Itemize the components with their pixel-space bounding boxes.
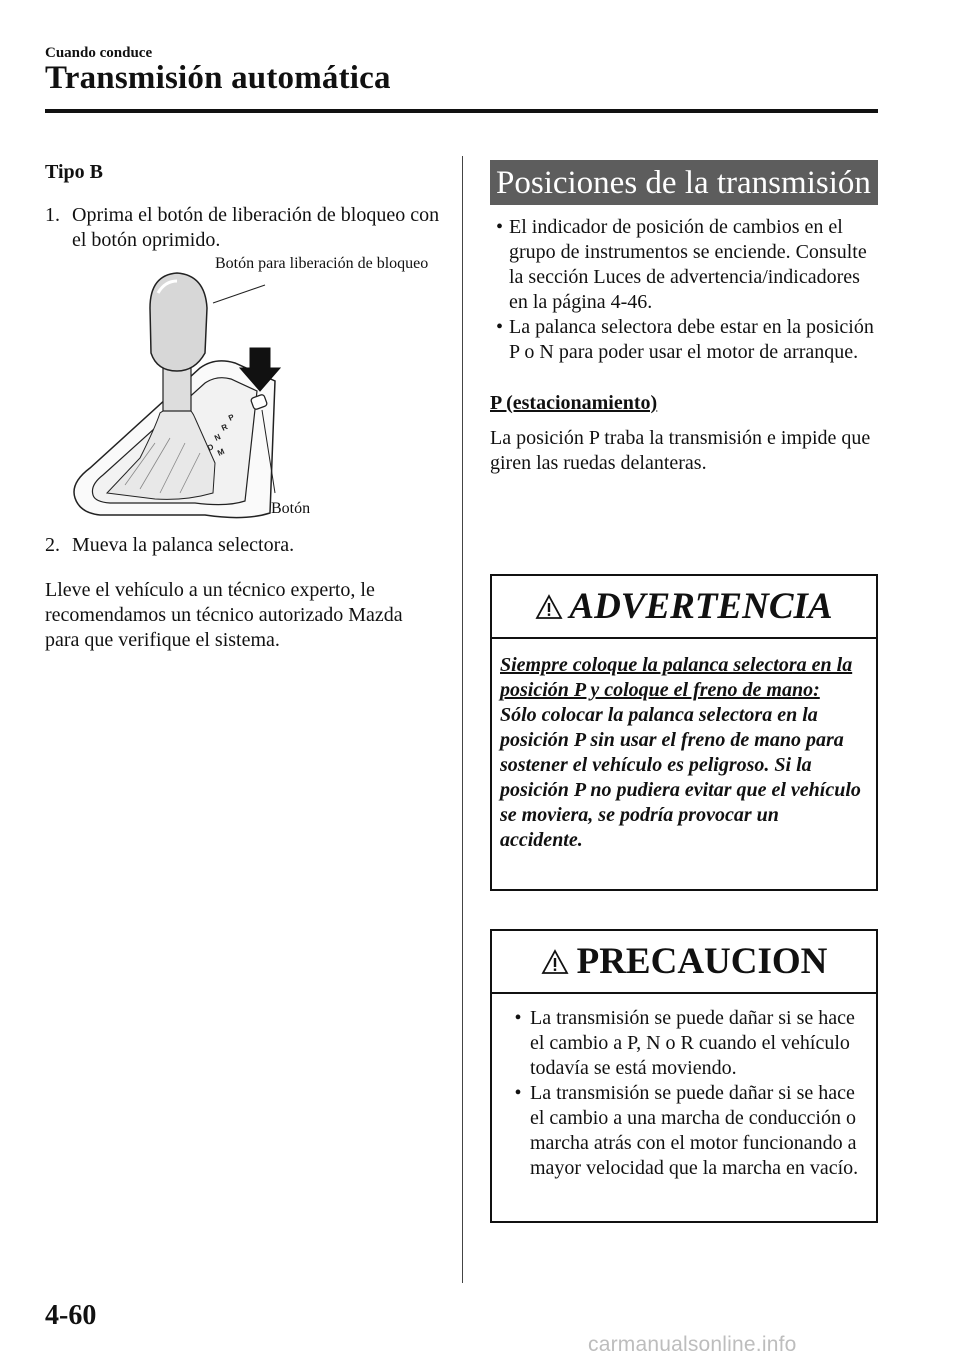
column-divider <box>462 156 463 1283</box>
warning-header <box>492 576 876 639</box>
release-button-label: Botón para liberación de bloqueo <box>215 255 429 272</box>
shift-lever-illustration <box>45 253 440 533</box>
caution-list <box>492 994 876 1181</box>
warning-lead: Siempre coloque la palanca selectora en la posición P y coloque el freno de mano: <box>500 654 853 701</box>
subheading-tipo-b: Tipo B <box>45 161 103 183</box>
left-column <box>45 160 440 653</box>
list-item <box>490 215 878 315</box>
lever-knob <box>150 273 207 371</box>
bullet-text: El indicador de posición de cambios en el grupo de instrumentos se enciende. Consulte la sección Luces de advertencia/indicadores en la página 4-46. <box>509 216 867 313</box>
gear-letter-n: N <box>213 432 223 443</box>
bullet-dot: • <box>495 216 503 238</box>
step-2 <box>45 533 440 558</box>
step-text: Oprima el botón de liberación de bloqueo con el botón oprimido. <box>72 204 440 251</box>
gear-letter-p: P <box>227 412 236 423</box>
caution-title: PRECAUCION <box>576 941 828 982</box>
list-item <box>506 1006 866 1081</box>
caution-box <box>490 929 878 1223</box>
info-bullets <box>490 215 878 365</box>
warning-text: Sólo colocar la palanca selectora en la posición P sin usar el freno de mano para sostener el vehículo es peligroso. Si la posición P no pudiera evitar que el vehículo se moviera, se podría provocar un accidente. <box>500 704 861 851</box>
header-rule <box>45 109 878 113</box>
caution-triangle-icon <box>541 949 569 975</box>
section-banner: Posiciones de la transmisión <box>490 160 878 205</box>
step-number: 1. <box>45 204 60 226</box>
park-heading: P (estacionamiento) <box>490 392 658 414</box>
shift-lever-figure <box>45 253 440 533</box>
warning-title: ADVERTENCIA <box>569 586 833 627</box>
page-number: 4-60 <box>45 1300 97 1331</box>
caution-text: La transmisión se puede dañar si se hace el cambio a P, N o R cuando el vehículo todavía se está moviendo. <box>530 1007 855 1079</box>
watermark: carmanualsonline.info <box>588 1333 797 1356</box>
list-item <box>506 1081 866 1181</box>
bullet-dot: • <box>495 316 503 338</box>
bullet-text: La palanca selectora debe estar en la posición P o N para poder usar el motor de arranque. <box>509 316 874 363</box>
step-text: Mueva la palanca selectora. <box>72 534 295 556</box>
caution-header <box>492 931 876 994</box>
step-number: 2. <box>45 534 60 556</box>
chapter-title: Transmisión automática <box>45 60 391 96</box>
park-description: La posición P traba la transmisión e impide que giren las ruedas delanteras. <box>490 427 871 474</box>
warning-box <box>490 574 878 891</box>
list-item <box>490 315 878 365</box>
section-label: Cuando conduce <box>45 45 153 61</box>
bullet-dot: • <box>514 1082 522 1104</box>
warning-triangle-icon <box>535 594 563 620</box>
gear-letter-d: D <box>206 442 216 453</box>
step-1 <box>45 203 440 253</box>
bullet-dot: • <box>514 1007 522 1029</box>
service-paragraph: Lleve el vehículo a un técnico experto, le recomendamos un técnico autorizado Mazda para que verifique el sistema. <box>45 579 403 651</box>
warning-body <box>492 639 876 853</box>
gear-letter-m: M <box>216 446 226 458</box>
gear-letter-r: R <box>220 422 230 433</box>
button-label: Botón <box>271 500 311 517</box>
caution-text: La transmisión se puede dañar si se hace el cambio a una marcha de conducción o marcha atrás con el motor funcionando a mayor velocidad que la marcha en vacío. <box>530 1082 859 1179</box>
right-column <box>490 160 878 476</box>
